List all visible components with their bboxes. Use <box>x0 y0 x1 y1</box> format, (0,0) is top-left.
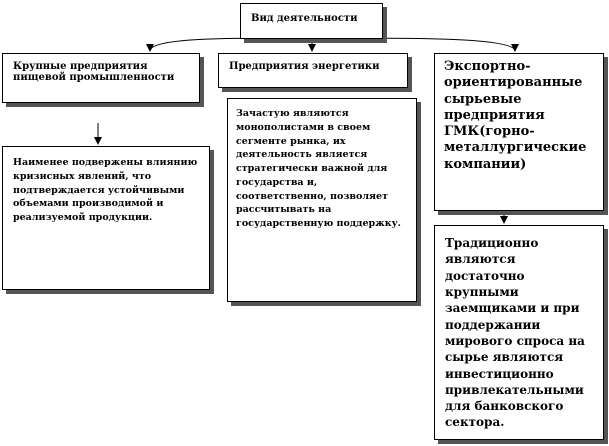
category-energy-box <box>218 53 408 88</box>
food-description-box <box>2 146 210 290</box>
category-food-label: Крупные предприятия пищевой промышленности <box>13 61 175 83</box>
category-mining-label: Экспортно- ориентированные сырьевые предприятия ГМК(горно- металлургические компании) <box>444 59 587 172</box>
energy-description-box <box>227 98 417 302</box>
category-food-box <box>2 53 200 103</box>
category-mining-box <box>434 53 604 211</box>
mining-description-box <box>434 225 604 440</box>
food-description-text: Наименее подвержены влиянию кризисных явлений, что подтверждается устойчивыми объемами производимой и реализуемой продукции. <box>13 157 198 224</box>
root-node-label: Вид деятельности <box>251 13 358 24</box>
category-energy-label: Предприятия энергетики <box>229 61 380 72</box>
arrow-root-to-mining <box>312 38 515 51</box>
arrow-root-to-food <box>150 38 312 51</box>
root-node-box <box>240 3 383 39</box>
energy-description-text: Зачастую являются монополистами в своем сегменте рынка, их деятельность является стратегически важной для государства и, соответственно, позволяет рассчитывать на государственную поддержку. <box>236 108 401 230</box>
mining-description-text: Традиционно являются достаточно крупными заемщиками и при поддержании мирового спроса на сырье являются инвестиционно привлекательными для банковского сектора. <box>445 236 585 430</box>
